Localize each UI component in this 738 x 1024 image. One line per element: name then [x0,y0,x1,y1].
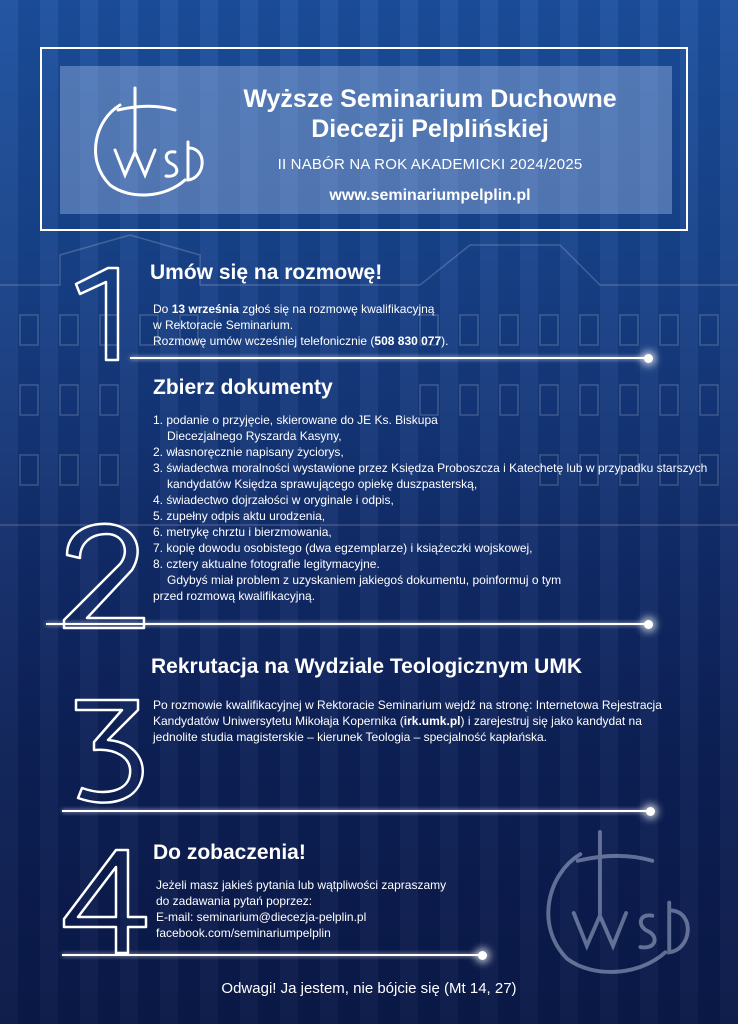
step3-divider-dot [646,807,655,816]
document-item: 7. kopię dowodu osobistego (dwa egzemplarze) i książeczki wojskowej, [153,541,533,555]
step1-divider [130,357,650,359]
step1-line3-pre: Rozmowę umów wcześniej telefonicznie ( [153,334,375,348]
step2-divider [46,623,650,625]
step-number-1 [68,262,138,367]
step4-title: Do zobaczenia! [153,841,306,864]
step1-divider-dot [644,354,653,363]
step1-text-post: zgłoś się na rozmowę kwalifikacyjną [242,302,435,316]
seminary-name-line1: Wyższe Seminarium Duchowne [243,85,617,113]
wsd-logo-watermark-icon [528,820,698,980]
step-number-4 [56,845,156,960]
step1-title: Umów się na rozmowę! [150,261,383,284]
step1-text [153,301,633,349]
step4-line2: do zadawania pytań poprzez: [156,894,313,908]
step1-text-pre: Do [153,302,169,316]
document-item: 2. własnoręcznie napisany życiorys, [153,445,344,459]
step3-divider [62,810,652,812]
recruitment-subtitle: II NABÓR NA ROK AKADEMICKI 2024/2025 [277,156,583,173]
header-text [210,84,650,205]
bible-quote: Odwagi! Ja jestem, nie bójcie się (Mt 14, 27) [221,980,517,997]
email-contact[interactable]: E-mail: seminarium@diecezja-pelplin.pl [156,910,367,924]
wsd-logo-icon [80,80,210,200]
document-item: 6. metrykę chrztu i bierzmowania, [153,525,332,539]
step1-line2: w Rektoracie Seminarium. [153,318,294,332]
seminary-name-line2: Diecezji Pelplińskiej [311,115,549,143]
step2-title: Zbierz dokumenty [153,376,333,399]
step3-text-post: ) i zarejestruj się jako kandydat na jednolite studia magisterskie – kierunek Teologia – specjalność kapłańska. [153,714,642,744]
step4-line1: Jeżeli masz jakieś pytania lub wątpliwości zapraszamy [156,878,447,892]
documents-list [153,412,713,604]
facebook-link[interactable]: facebook.com/seminariumpelplin [156,926,331,940]
document-item: 4. świadectwo dojrzałości w oryginale i odpis, [153,493,394,507]
phone-number[interactable]: 508 830 077 [374,334,442,348]
step-number-2 [52,520,152,630]
documents-note-line1: Gdybyś miał problem z uzyskaniem jakiegoś dokumentu, poinformuj o tym [167,573,562,587]
website-link[interactable]: www.seminariumpelplin.pl [329,187,531,204]
step4-divider-dot [478,951,487,960]
irk-link[interactable]: irk.umk.pl [403,714,461,728]
document-item: 5. zupełny odpis aktu urodzenia, [153,509,326,523]
document-item: 8. cztery aktualne fotografie legitymacyjne. [153,557,380,571]
step4-divider [62,954,482,956]
step-number-3 [66,690,148,808]
step1-line3-post: ). [441,334,449,348]
document-item: 1. podanie o przyjęcie, skierowane do JE Ks. Biskupa Diecezjalnego Ryszarda Kasyny, [153,413,438,443]
step3-text-pre: Po rozmowie kwalifikacyjnej w Rektoracie Seminarium wejdź na stronę: Internetowa Rejestracja Kandydatów Uniwersytetu Mikołaja Kopernika ( [153,698,662,728]
documents-note-line2: przed rozmową kwalifikacyjną. [153,589,316,603]
document-item: 3. świadectwa moralności wystawione przez Księdza Proboszcza i Katechetę lub w przypadku starszych kandydatów Księdza sprawującego opiekę duszpasterską, [153,461,708,491]
step4-text [156,877,536,941]
step2-divider-dot [644,620,653,629]
step3-title: Rekrutacja na Wydziale Teologicznym UMK [151,655,582,678]
deadline-date: 13 września [171,302,240,316]
step3-text [153,697,673,745]
